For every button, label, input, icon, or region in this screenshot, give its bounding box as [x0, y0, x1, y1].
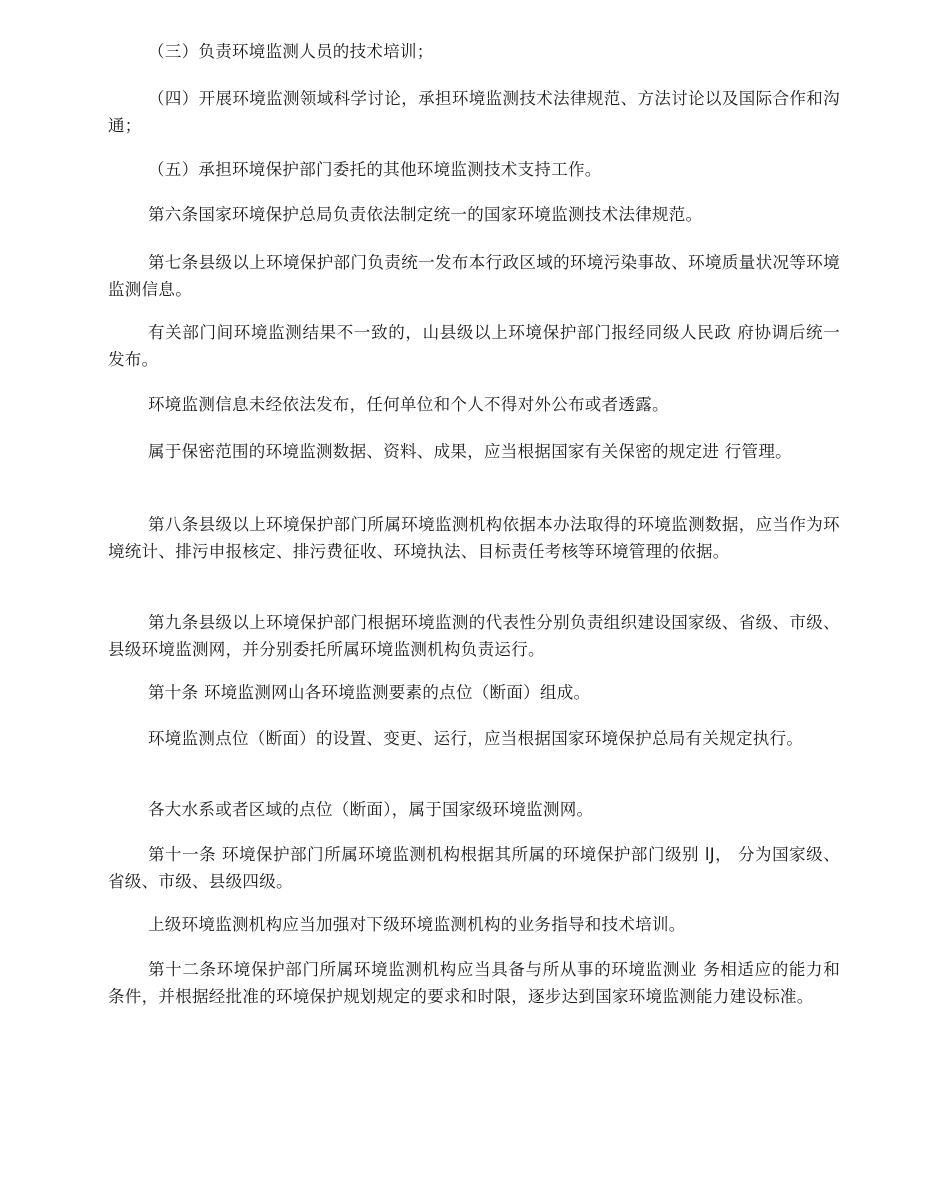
- article-11-para-2: 上级环境监测机构应当加强对下级环境监测机构的业务指导和技术培训。: [148, 915, 686, 934]
- article-7-para-3: 环境监测信息未经依法发布，任何单位和个人不得对外公布或者透露。: [148, 395, 669, 414]
- article-6: 第六条国家环境保护总局负责依法制定统一的国家环境监测技术法律规范。: [148, 205, 703, 224]
- article-12: 第十二条环境保护部门所属环境监测机构应当具备与所从事的环境监测业 务相适应的能力和条件，并根据经批准的环境保护规划规定的要求和时限，逐步达到国家环境监测能力建设标准。: [108, 960, 840, 1006]
- article-7: 第七条县级以上环境保护部门负责统一发布本行政区域的环境污染事故、环境质量状况等环境监测信息。: [108, 253, 840, 299]
- article-8: 第八条县级以上环境保护部门所属环境监测机构依据本办法取得的环境监测数据，应当作为环境统计、排污申报核定、排污费征收、环境执法、目标责任考核等环境管理的依据。: [108, 515, 840, 561]
- article-10-para-2: 环境监测点位（断面）的设置、变更、运行，应当根据国家环境保护总局有关规定执行。: [148, 729, 804, 748]
- article-7-para-4: 属于保密范围的环境监测数据、资料、成果，应当根据国家有关保密的规定进 行管理。: [148, 442, 792, 461]
- paragraph-item-4: （四）开展环境监测领域科学讨论，承担环境监测技术法律规范、方法讨论以及国际合作和沟通；: [108, 89, 840, 135]
- paragraph-item-3: （三）负责环境监测人员的技术培训；: [148, 42, 434, 61]
- article-11: 第十一条 环境保护部门所属环境监测机构根据其所属的环境保护部门级别 lJ， 分为国家级、省级、市级、县级四级。: [108, 845, 840, 891]
- article-7-para-2: 有关部门间环境监测结果不一致的，山县级以上环境保护部门报经同级人民政 府协调后统一发布。: [108, 323, 840, 369]
- paragraph-item-5: （五）承担环境保护部门委托的其他环境监测技术支持工作。: [148, 160, 602, 179]
- article-10: 第十条 环境监测网山各环境监测要素的点位（断面）组成。: [148, 683, 591, 702]
- article-9: 第九条县级以上环境保护部门根据环境监测的代表性分别负责组织建设国家级、省级、市级、县级环境监测网，并分别委托所属环境监测机构负责运行。: [108, 613, 840, 659]
- article-10-para-3: 各大水系或者区域的点位（断面），属于国家级环境监测网。: [148, 800, 594, 819]
